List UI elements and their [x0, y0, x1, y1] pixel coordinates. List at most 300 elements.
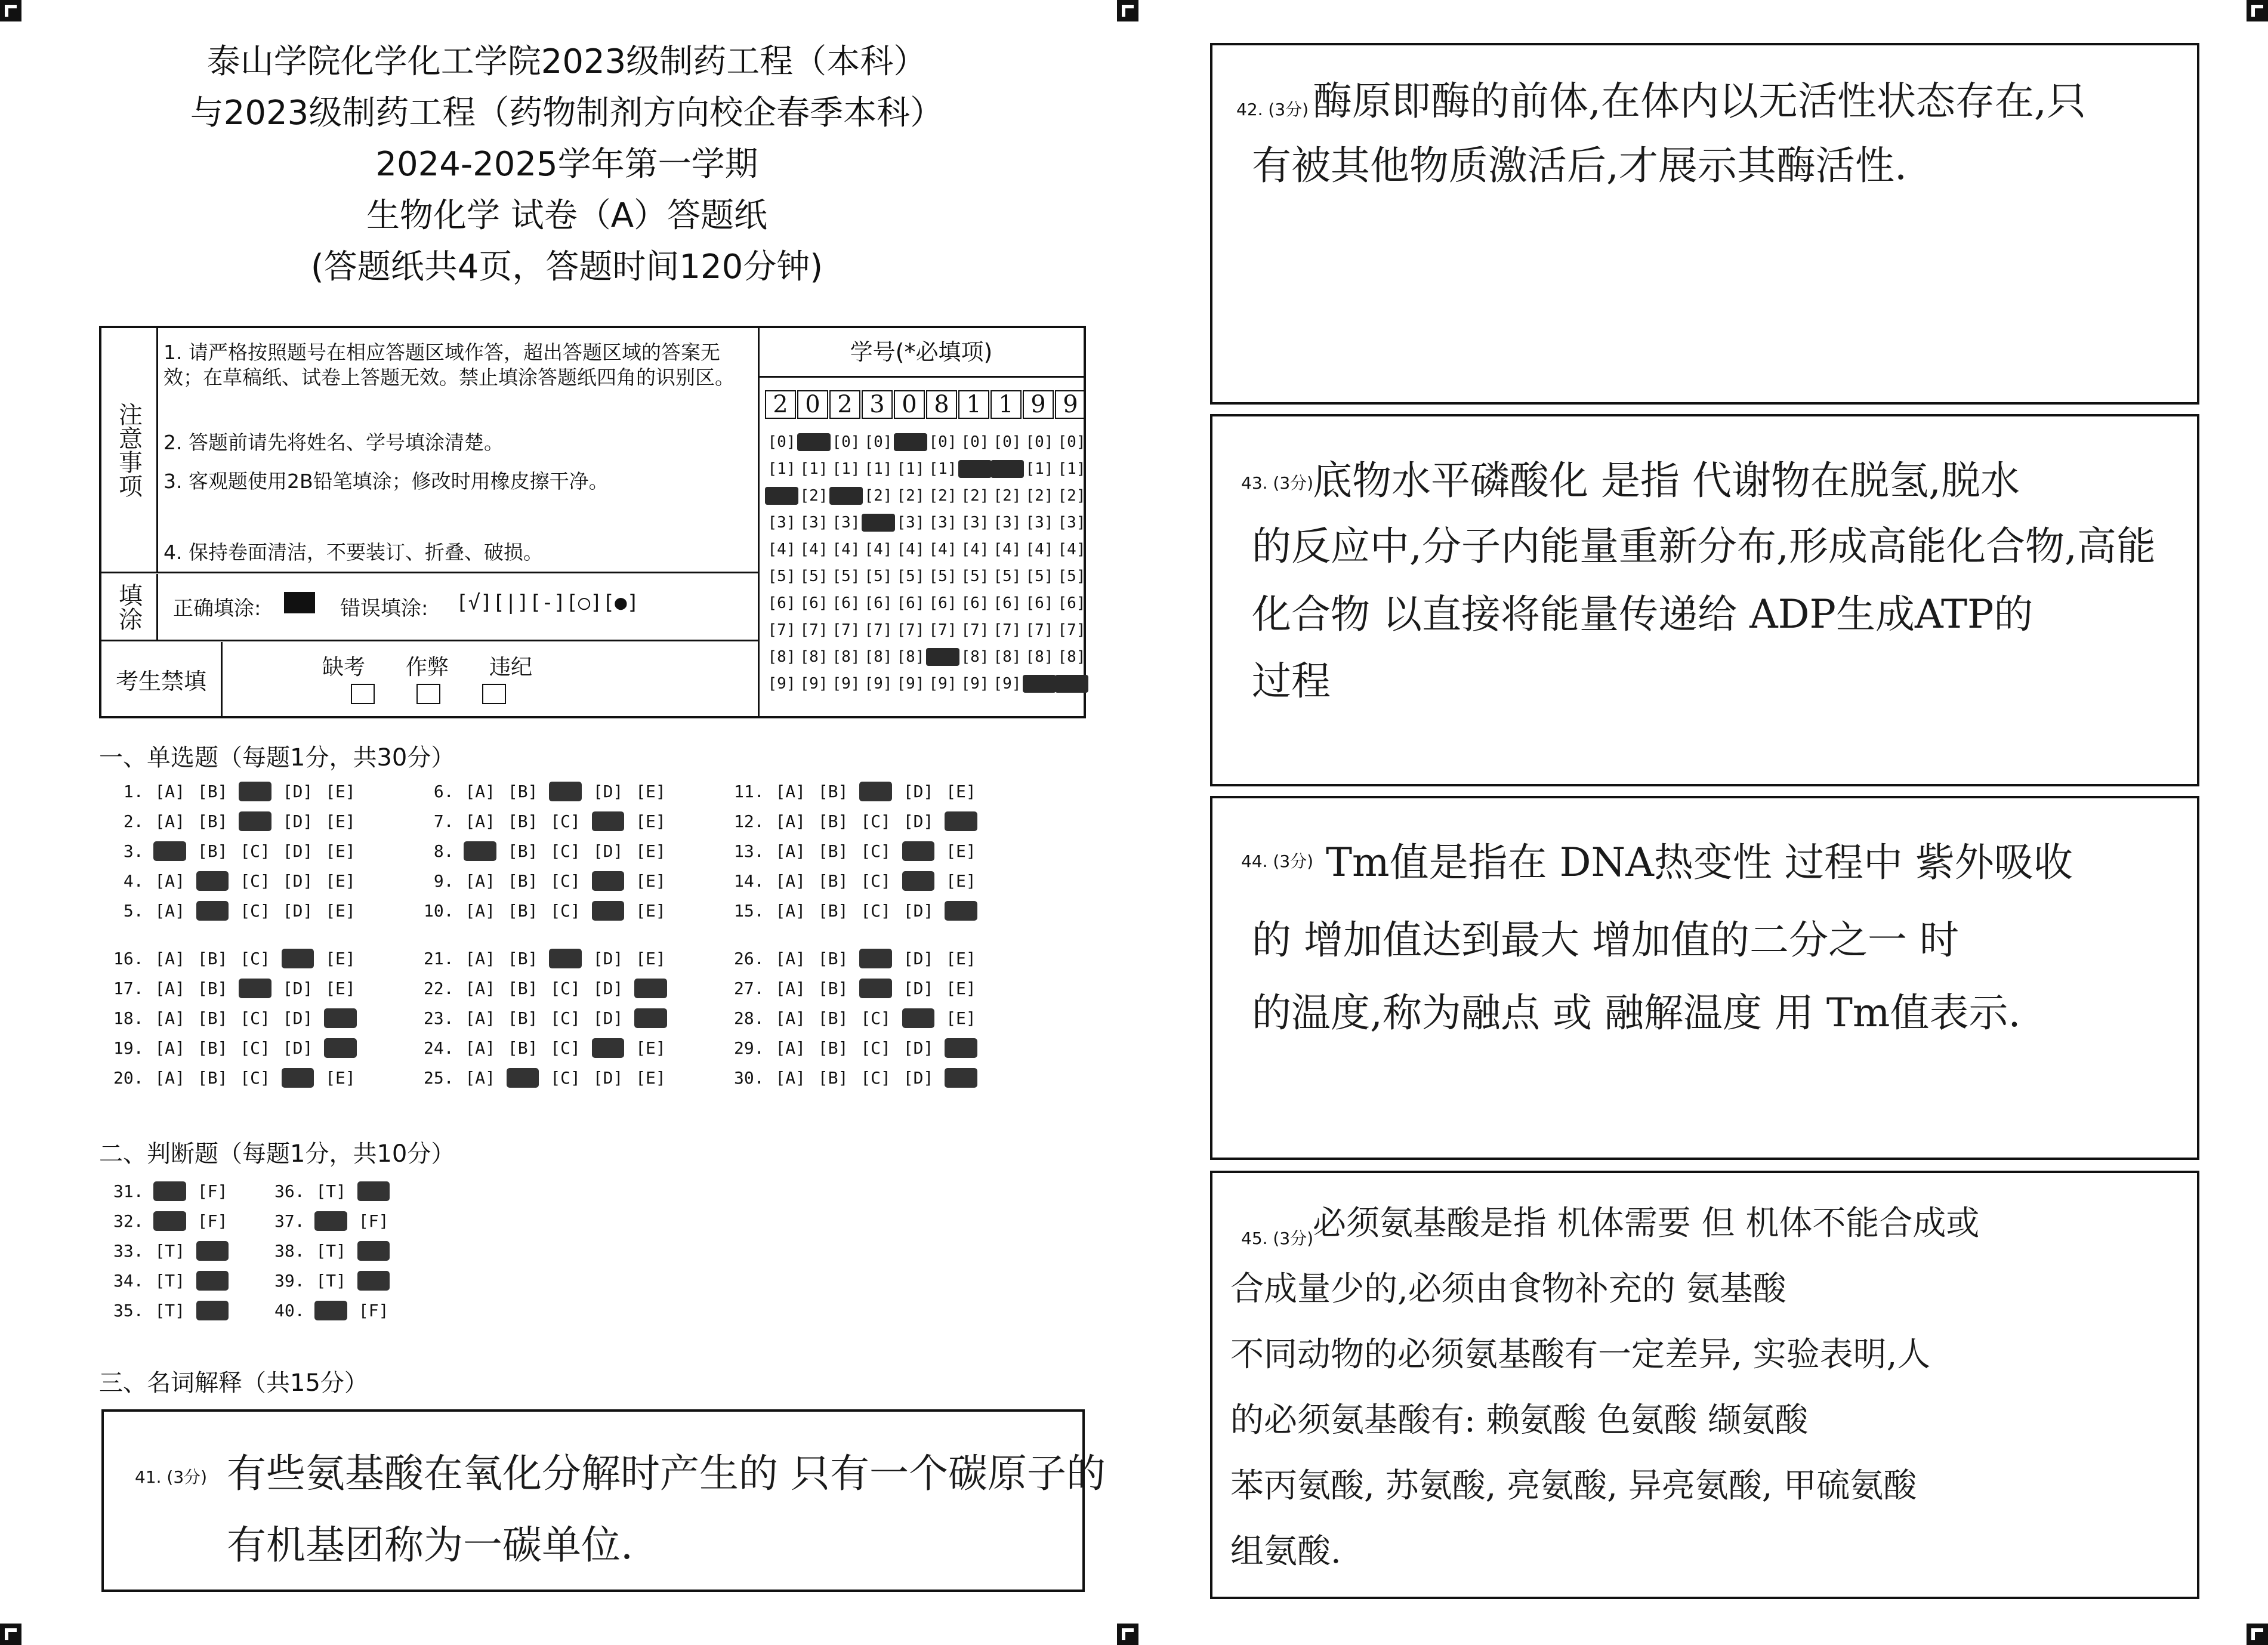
student-id-bubble[interactable]: [3] — [896, 514, 925, 532]
answer-option-bubble[interactable]: [B] — [197, 811, 228, 831]
student-id-bubble[interactable]: [4] — [896, 541, 925, 558]
answer-option-bubble[interactable] — [945, 811, 977, 831]
answer-option-bubble[interactable]: [A] — [775, 782, 806, 801]
answer-option-bubble[interactable]: [C] — [240, 871, 270, 891]
student-id-bubble[interactable]: [5] — [832, 567, 860, 585]
answer-option-bubble[interactable]: [C] — [860, 871, 891, 891]
answer-option-bubble[interactable]: [B] — [817, 782, 848, 801]
answer-option-bubble[interactable] — [196, 1271, 229, 1291]
answer-option-bubble[interactable] — [153, 1211, 186, 1231]
answer-option-bubble[interactable] — [507, 1068, 539, 1088]
answer-option-bubble[interactable] — [324, 1008, 357, 1028]
answer-option-bubble[interactable]: [T] — [155, 1241, 186, 1261]
answer-option-bubble[interactable]: [D] — [903, 782, 934, 801]
answer-option-bubble[interactable]: [A] — [155, 949, 186, 968]
question-number: 12. — [734, 811, 774, 831]
answer-option-bubble[interactable] — [634, 1008, 667, 1028]
answer-option-bubble[interactable]: [B] — [507, 871, 538, 891]
answer-option-bubble[interactable]: [B] — [507, 949, 538, 968]
answer-option-bubble[interactable]: [A] — [775, 1038, 806, 1058]
student-id-bubble[interactable] — [862, 514, 895, 532]
answer-option-bubble[interactable] — [196, 871, 229, 891]
student-id-bubble[interactable]: [7] — [928, 621, 957, 639]
student-id-bubble[interactable]: [6] — [864, 594, 893, 612]
student-id-bubble[interactable]: [5] — [928, 567, 957, 585]
student-id-bubble[interactable] — [1023, 675, 1056, 693]
answer-option-bubble[interactable]: [T] — [316, 1181, 347, 1201]
handwritten-answer-line: 的 增加值达到最大 增加值的二分之一 时 — [1252, 917, 1959, 963]
answer-option-bubble[interactable] — [196, 901, 229, 921]
answer-option-bubble[interactable]: [E] — [325, 782, 356, 801]
answer-option-bubble[interactable] — [902, 1008, 935, 1028]
answer-option-bubble[interactable] — [153, 841, 186, 861]
student-id-bubble[interactable]: [6] — [767, 594, 796, 612]
answer-option-bubble[interactable]: [C] — [860, 811, 891, 831]
answer-option-bubble[interactable]: [E] — [635, 782, 666, 801]
answer-option-bubble[interactable]: [T] — [316, 1241, 347, 1261]
answer-option-bubble[interactable]: [F] — [358, 1301, 389, 1320]
student-id-bubble[interactable]: [2] — [928, 487, 957, 505]
answer-option-bubble[interactable] — [592, 871, 625, 891]
student-id-bubble[interactable]: [5] — [800, 567, 828, 585]
answer-option-bubble[interactable]: [A] — [155, 901, 186, 921]
question-number-44: 44. (3分) — [1241, 851, 1314, 871]
answer-option-bubble[interactable]: [B] — [507, 1038, 538, 1058]
answer-option-bubble[interactable] — [324, 1038, 357, 1058]
answer-option-bubble[interactable]: [A] — [775, 949, 806, 968]
answer-option-bubble[interactable]: [E] — [635, 1068, 666, 1088]
student-id-bubble[interactable]: [1] — [832, 460, 860, 478]
student-id-bubble[interactable] — [958, 460, 992, 478]
answer-option-bubble[interactable]: [F] — [358, 1211, 389, 1231]
question-number-45: 45. (3分) — [1241, 1229, 1314, 1248]
answer-option-bubble[interactable]: [E] — [325, 811, 356, 831]
student-id-bubble[interactable]: [6] — [1025, 594, 1054, 612]
student-id-bubble[interactable]: [1] — [928, 460, 957, 478]
answer-option-bubble[interactable]: [A] — [155, 811, 186, 831]
answer-option-bubble[interactable]: [A] — [465, 979, 496, 998]
student-id-bubble[interactable]: [6] — [1057, 594, 1086, 612]
student-id-bubble[interactable]: [8] — [896, 648, 925, 666]
student-id-bubble[interactable]: [0] — [832, 433, 860, 451]
single-choice-question — [424, 949, 677, 968]
student-id-bubble[interactable]: [5] — [1057, 567, 1086, 585]
answer-option-bubble[interactable]: [C] — [550, 841, 581, 861]
answer-option-bubble[interactable] — [549, 949, 582, 968]
student-id-bubble[interactable]: [1] — [767, 460, 796, 478]
judge-question — [113, 1181, 239, 1201]
student-id-bubble[interactable]: [3] — [800, 514, 828, 532]
student-id-bubble[interactable]: [6] — [832, 594, 860, 612]
student-id-bubble[interactable] — [894, 433, 927, 451]
answer-option-bubble[interactable]: [B] — [817, 901, 848, 921]
student-id-bubble[interactable]: [0] — [767, 433, 796, 451]
student-id-bubble[interactable]: [9] — [832, 675, 860, 693]
answer-option-bubble[interactable] — [314, 1301, 347, 1320]
answer-option-bubble[interactable]: [D] — [593, 841, 624, 861]
answer-option-bubble[interactable]: [B] — [507, 811, 538, 831]
answer-option-bubble[interactable] — [239, 811, 271, 831]
answer-option-bubble[interactable]: [C] — [550, 811, 581, 831]
answer-option-bubble[interactable]: [A] — [465, 1068, 496, 1088]
answer-option-bubble[interactable]: [C] — [240, 1008, 270, 1028]
student-id-bubble[interactable]: [3] — [1057, 514, 1086, 532]
student-id-bubble[interactable]: [6] — [896, 594, 925, 612]
answer-option-bubble[interactable]: [A] — [775, 871, 806, 891]
answer-option-bubble[interactable]: [C] — [240, 841, 270, 861]
student-id-bubble[interactable] — [990, 460, 1024, 478]
answer-box-41[interactable] — [101, 1409, 1106, 1592]
question-number: 7. — [424, 811, 464, 831]
answer-box-44[interactable] — [1210, 796, 2199, 1160]
student-id-bubble[interactable]: [4] — [767, 541, 796, 558]
answer-option-bubble[interactable] — [357, 1241, 390, 1261]
answer-option-bubble[interactable]: [B] — [507, 841, 538, 861]
answer-option-bubble[interactable]: [T] — [155, 1271, 186, 1291]
answer-option-bubble[interactable]: [D] — [903, 811, 934, 831]
answer-option-bubble[interactable]: [D] — [593, 979, 624, 998]
answer-option-bubble[interactable] — [196, 1241, 229, 1261]
answer-box-42[interactable] — [1210, 43, 2199, 405]
answer-option-bubble[interactable] — [859, 979, 892, 998]
answer-option-bubble[interactable]: [C] — [550, 901, 581, 921]
student-id-bubble[interactable]: [8] — [832, 648, 860, 666]
student-id-bubble[interactable]: [6] — [961, 594, 989, 612]
question-number: 40. — [274, 1301, 315, 1320]
student-id-bubble[interactable]: [4] — [961, 541, 989, 558]
answer-option-bubble[interactable]: [D] — [282, 1008, 313, 1028]
answer-option-bubble[interactable]: [A] — [155, 871, 186, 891]
answer-option-bubble[interactable]: [D] — [593, 1008, 624, 1028]
answer-option-bubble[interactable] — [314, 1211, 347, 1231]
answer-option-bubble[interactable]: [B] — [817, 811, 848, 831]
answer-option-bubble[interactable]: [B] — [197, 782, 228, 801]
answer-option-bubble[interactable]: [A] — [155, 1068, 186, 1088]
answer-option-bubble[interactable]: [C] — [860, 1038, 891, 1058]
answer-option-bubble[interactable] — [859, 782, 892, 801]
answer-option-bubble[interactable]: [E] — [325, 1068, 356, 1088]
answer-option-bubble[interactable]: [A] — [775, 979, 806, 998]
student-id-bubble[interactable]: [1] — [896, 460, 925, 478]
answer-option-bubble[interactable]: [C] — [240, 901, 270, 921]
answer-option-bubble[interactable]: [D] — [282, 901, 313, 921]
student-id-bubble[interactable] — [829, 487, 863, 505]
answer-option-bubble[interactable]: [A] — [465, 949, 496, 968]
answer-option-bubble[interactable]: [E] — [635, 841, 666, 861]
answer-option-bubble[interactable]: [B] — [197, 979, 228, 998]
judge-question — [113, 1301, 239, 1320]
answer-option-bubble[interactable]: [C] — [550, 1008, 581, 1028]
answer-option-bubble[interactable]: [C] — [550, 1068, 581, 1088]
student-id-bubble[interactable]: [7] — [1025, 621, 1054, 639]
student-id-bubble[interactable]: [7] — [993, 621, 1022, 639]
correct-fill-label: 正确填涂: — [173, 597, 261, 621]
answer-option-bubble[interactable]: [F] — [197, 1211, 228, 1231]
answer-option-bubble[interactable]: [D] — [282, 979, 313, 998]
answer-option-bubble[interactable] — [902, 841, 935, 861]
violation-checkbox[interactable] — [482, 684, 506, 704]
answer-option-bubble[interactable]: [E] — [946, 1008, 976, 1028]
student-id-bubble[interactable]: [4] — [993, 541, 1022, 558]
answer-option-bubble[interactable] — [196, 1301, 229, 1320]
student-id-bubble[interactable]: [9] — [864, 675, 893, 693]
answer-option-bubble[interactable]: [E] — [635, 949, 666, 968]
answer-option-bubble[interactable]: [C] — [860, 1008, 891, 1028]
answer-option-bubble[interactable] — [592, 1038, 625, 1058]
student-id-bubble[interactable]: [3] — [1025, 514, 1054, 532]
answer-option-bubble[interactable] — [549, 782, 582, 801]
student-id-bubble[interactable]: [9] — [961, 675, 989, 693]
answer-option-bubble[interactable]: [D] — [593, 949, 624, 968]
handwritten-answer-line: 有被其他物质激活后,才展示其酶活性. — [1252, 143, 1907, 189]
student-id-bubble[interactable]: [8] — [767, 648, 796, 666]
answer-option-bubble[interactable]: [E] — [325, 949, 356, 968]
answer-option-bubble[interactable]: [A] — [465, 871, 496, 891]
student-id-bubble[interactable]: [5] — [993, 567, 1022, 585]
student-id-bubble[interactable]: [8] — [1057, 648, 1086, 666]
answer-option-bubble[interactable]: [A] — [465, 782, 496, 801]
answer-option-bubble[interactable]: [C] — [240, 949, 270, 968]
student-id-bubble[interactable]: [6] — [928, 594, 957, 612]
answer-option-bubble[interactable]: [A] — [155, 782, 186, 801]
student-id-bubble[interactable]: [4] — [928, 541, 957, 558]
student-id-bubble[interactable]: [8] — [993, 648, 1022, 666]
answer-option-bubble[interactable] — [282, 1068, 314, 1088]
answer-option-bubble[interactable] — [634, 979, 667, 998]
student-id-bubble[interactable]: [1] — [1057, 460, 1086, 478]
absent-checkbox[interactable] — [351, 684, 375, 704]
student-id-bubble[interactable]: [9] — [928, 675, 957, 693]
student-id-bubble[interactable]: [0] — [1057, 433, 1086, 451]
answer-option-bubble[interactable]: [A] — [775, 841, 806, 861]
answer-option-bubble[interactable]: [B] — [817, 949, 848, 968]
student-id-bubble[interactable]: [1] — [1025, 460, 1054, 478]
wrong-fill-examples-icon: [√][|][-][○][●] — [456, 591, 640, 615]
student-id-bubble[interactable]: [3] — [832, 514, 860, 532]
answer-option-bubble[interactable]: [C] — [860, 1068, 891, 1088]
answer-option-bubble[interactable] — [945, 1068, 977, 1088]
answer-option-bubble[interactable]: [D] — [903, 979, 934, 998]
student-id-bubble[interactable]: [3] — [928, 514, 957, 532]
student-id-bubble[interactable]: [9] — [993, 675, 1022, 693]
answer-option-bubble[interactable]: [E] — [635, 871, 666, 891]
answer-option-bubble[interactable] — [239, 979, 271, 998]
answer-option-bubble[interactable] — [859, 949, 892, 968]
answer-option-bubble[interactable]: [A] — [465, 1038, 496, 1058]
student-id-bubble[interactable]: [7] — [896, 621, 925, 639]
student-id-bubble[interactable]: [0] — [864, 433, 893, 451]
student-id-bubble[interactable]: [4] — [832, 541, 860, 558]
answer-option-bubble[interactable]: [B] — [507, 901, 538, 921]
handwritten-answer-line: 的反应中,分子内能量重新分布,形成高能化合物,高能 — [1252, 523, 2156, 569]
student-id-bubble[interactable]: [7] — [767, 621, 796, 639]
answer-option-bubble[interactable]: [B] — [197, 1038, 228, 1058]
answer-option-bubble[interactable]: [B] — [507, 1008, 538, 1028]
answer-option-bubble[interactable]: [B] — [197, 949, 228, 968]
single-choice-question — [424, 871, 677, 891]
answer-option-bubble[interactable]: [A] — [775, 901, 806, 921]
answer-option-bubble[interactable]: [D] — [903, 1038, 934, 1058]
answer-option-bubble[interactable]: [D] — [593, 782, 624, 801]
student-id-bubble[interactable]: [2] — [993, 487, 1022, 505]
answer-option-bubble[interactable]: [D] — [593, 1068, 624, 1088]
student-id-bubble[interactable]: [5] — [961, 567, 989, 585]
student-id-bubble[interactable] — [1055, 675, 1088, 693]
answer-option-bubble[interactable] — [357, 1271, 390, 1291]
student-id-bubble[interactable]: [0] — [1025, 433, 1054, 451]
answer-option-bubble[interactable]: [D] — [282, 841, 313, 861]
answer-option-bubble[interactable]: [D] — [282, 871, 313, 891]
answer-option-bubble[interactable]: [F] — [197, 1181, 228, 1201]
answer-option-bubble[interactable]: [E] — [946, 841, 976, 861]
student-id-bubble[interactable]: [9] — [896, 675, 925, 693]
student-id-bubble[interactable]: [5] — [896, 567, 925, 585]
answer-option-bubble[interactable]: [A] — [465, 811, 496, 831]
answer-option-bubble[interactable]: [C] — [550, 871, 581, 891]
answer-option-bubble[interactable]: [T] — [316, 1271, 347, 1291]
answer-option-bubble[interactable]: [E] — [325, 901, 356, 921]
answer-option-bubble[interactable] — [592, 901, 625, 921]
answer-option-bubble[interactable]: [E] — [946, 979, 976, 998]
student-id-bubble[interactable]: [7] — [832, 621, 860, 639]
answer-option-bubble[interactable]: [E] — [325, 841, 356, 861]
answer-option-bubble[interactable]: [E] — [946, 949, 976, 968]
answer-option-bubble[interactable]: [A] — [465, 1008, 496, 1028]
student-id-bubble[interactable]: [2] — [1057, 487, 1086, 505]
student-id-bubble[interactable]: [4] — [1025, 541, 1054, 558]
answer-option-bubble[interactable] — [153, 1181, 186, 1201]
answer-option-bubble[interactable]: [E] — [325, 871, 356, 891]
answer-option-bubble[interactable]: [B] — [817, 1008, 848, 1028]
student-id-bubble[interactable]: [9] — [800, 675, 828, 693]
single-choice-question — [113, 782, 367, 801]
answer-option-bubble[interactable]: [B] — [817, 1068, 848, 1088]
answer-option-bubble[interactable] — [239, 782, 271, 801]
answer-option-bubble[interactable]: [D] — [282, 1038, 313, 1058]
student-id-bubble[interactable]: [0] — [961, 433, 989, 451]
answer-option-bubble[interactable]: [D] — [903, 901, 934, 921]
student-id-bubble[interactable]: [5] — [1025, 567, 1054, 585]
answer-option-bubble[interactable]: [C] — [860, 901, 891, 921]
student-id-bubble[interactable]: [1] — [864, 460, 893, 478]
student-id-bubble[interactable] — [926, 648, 959, 666]
answer-option-bubble[interactable]: [C] — [550, 979, 581, 998]
judge-question — [113, 1241, 239, 1261]
answer-option-bubble[interactable] — [464, 841, 496, 861]
question-number-41: 41. (3分) — [135, 1467, 208, 1487]
student-id-bubble[interactable]: [1] — [800, 460, 828, 478]
answer-option-bubble[interactable] — [902, 871, 935, 891]
answer-option-bubble[interactable]: [B] — [197, 841, 228, 861]
answer-option-bubble[interactable]: [C] — [240, 1068, 270, 1088]
answer-option-bubble[interactable]: [D] — [282, 782, 313, 801]
answer-option-bubble[interactable]: [B] — [817, 841, 848, 861]
answer-option-bubble[interactable] — [945, 1038, 977, 1058]
answer-option-bubble[interactable]: [D] — [903, 949, 934, 968]
question-number: 32. — [113, 1211, 154, 1231]
student-id-bubble[interactable]: [8] — [961, 648, 989, 666]
student-id-bubble[interactable]: [8] — [864, 648, 893, 666]
answer-option-bubble[interactable]: [E] — [946, 782, 976, 801]
student-id-bubble[interactable]: [6] — [800, 594, 828, 612]
answer-option-bubble[interactable]: [E] — [635, 1038, 666, 1058]
student-id-bubble[interactable]: [6] — [993, 594, 1022, 612]
answer-option-bubble[interactable]: [A] — [775, 1008, 806, 1028]
student-id-bubble[interactable]: [8] — [800, 648, 828, 666]
answer-option-bubble[interactable]: [B] — [507, 782, 538, 801]
question-number: 35. — [113, 1301, 154, 1320]
cheat-checkbox[interactable] — [416, 684, 440, 704]
student-id-bubble[interactable]: [5] — [767, 567, 796, 585]
student-id-bubble[interactable]: [0] — [928, 433, 957, 451]
answer-option-bubble[interactable]: [A] — [775, 811, 806, 831]
student-id-bubble[interactable]: [3] — [767, 514, 796, 532]
student-id-bubble[interactable]: [7] — [961, 621, 989, 639]
answer-option-bubble[interactable]: [C] — [550, 1038, 581, 1058]
answer-box-45[interactable] — [1210, 1171, 2199, 1599]
answer-option-bubble[interactable] — [592, 811, 625, 831]
student-id-bubble[interactable]: [5] — [864, 567, 893, 585]
answer-option-bubble[interactable] — [945, 901, 977, 921]
student-id-bubble[interactable]: [2] — [1025, 487, 1054, 505]
answer-option-bubble[interactable]: [C] — [240, 1038, 270, 1058]
answer-option-bubble[interactable] — [282, 949, 314, 968]
answer-option-bubble[interactable]: [B] — [817, 871, 848, 891]
student-id-bubble[interactable]: [7] — [864, 621, 893, 639]
answer-option-bubble[interactable]: [C] — [860, 841, 891, 861]
answer-option-bubble[interactable]: [B] — [197, 1068, 228, 1088]
answer-option-bubble[interactable]: [E] — [635, 901, 666, 921]
answer-option-bubble[interactable]: [A] — [465, 901, 496, 921]
answer-option-bubble[interactable]: [A] — [775, 1068, 806, 1088]
student-id-bubble[interactable]: [4] — [1057, 541, 1086, 558]
answer-option-bubble[interactable]: [B] — [507, 979, 538, 998]
student-id-bubble[interactable] — [765, 487, 798, 505]
answer-option-bubble[interactable]: [B] — [197, 1008, 228, 1028]
answer-option-bubble[interactable] — [357, 1181, 390, 1201]
student-id-bubble[interactable] — [797, 433, 831, 451]
student-id-bubble[interactable]: [7] — [800, 621, 828, 639]
answer-option-bubble[interactable]: [A] — [155, 1038, 186, 1058]
judge-question — [113, 1211, 239, 1231]
student-id-bubble[interactable]: [2] — [961, 487, 989, 505]
answer-option-bubble[interactable]: [D] — [903, 1068, 934, 1088]
student-id-bubble[interactable]: [4] — [800, 541, 828, 558]
answer-option-bubble[interactable]: [B] — [817, 979, 848, 998]
student-id-bubble[interactable]: [2] — [864, 487, 893, 505]
student-id-bubble[interactable]: [3] — [961, 514, 989, 532]
answer-option-bubble[interactable]: [A] — [155, 979, 186, 998]
answer-option-bubble[interactable]: [B] — [817, 1038, 848, 1058]
answer-option-bubble[interactable]: [E] — [325, 979, 356, 998]
student-id-bubble[interactable]: [0] — [993, 433, 1022, 451]
question-number: 18. — [113, 1008, 154, 1028]
answer-option-bubble[interactable]: [E] — [946, 871, 976, 891]
answer-option-bubble[interactable]: [T] — [155, 1301, 186, 1320]
student-id-bubble[interactable]: [3] — [993, 514, 1022, 532]
student-id-digit: 1 — [958, 390, 989, 419]
answer-option-bubble[interactable]: [D] — [282, 811, 313, 831]
student-id-bubble[interactable]: [7] — [1057, 621, 1086, 639]
student-id-bubble[interactable]: [8] — [1025, 648, 1054, 666]
student-id-bubble[interactable]: [9] — [767, 675, 796, 693]
student-id-bubble[interactable]: [2] — [800, 487, 828, 505]
student-id-bubble[interactable]: [2] — [896, 487, 925, 505]
answer-option-bubble[interactable]: [A] — [155, 1008, 186, 1028]
answer-option-bubble[interactable]: [E] — [635, 811, 666, 831]
student-id-bubble[interactable]: [4] — [864, 541, 893, 558]
answer-box-43[interactable] — [1210, 414, 2199, 786]
